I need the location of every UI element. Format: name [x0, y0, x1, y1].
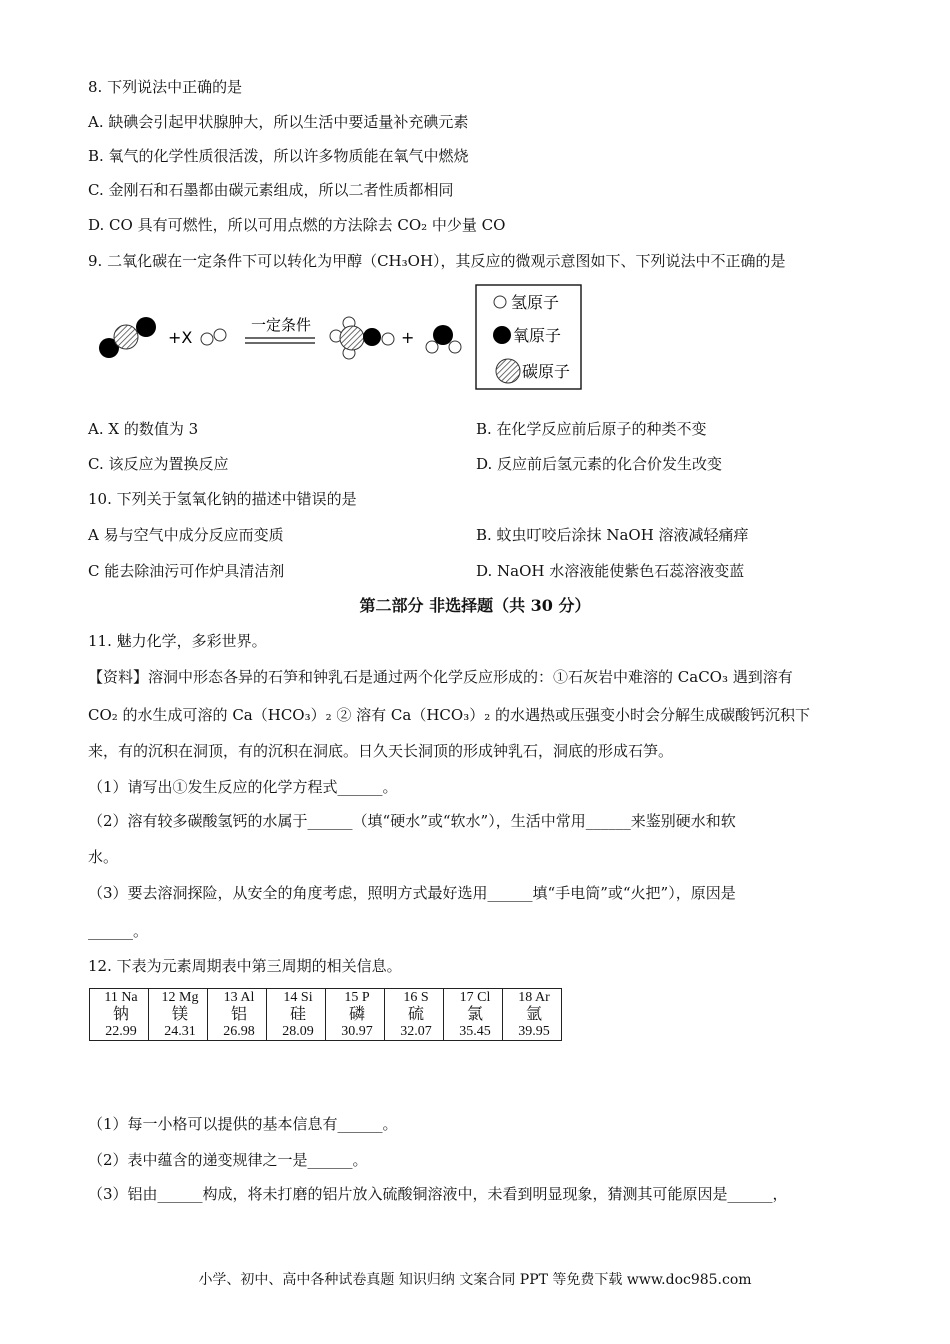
q8-stem: 8. 下列说法中正确的是	[88, 78, 243, 96]
legend-oxygen: 氧原子	[513, 326, 562, 345]
q11-part1: （1）请写出①发生反应的化学方程式______。	[88, 778, 398, 796]
q9-option-c: C. 该反应为置换反应	[88, 455, 229, 473]
q12-part1: （1）每一小格可以提供的基本信息有______。	[88, 1115, 398, 1133]
h2o-molecule	[426, 325, 461, 353]
q9-option-a: A. X 的数值为 3	[88, 420, 199, 438]
q12-part2: （2）表中蕴含的递变规律之一是______。	[88, 1151, 368, 1169]
carbon-atom-icon	[496, 359, 520, 383]
q11-part2-line1: （2）溶有较多碳酸氢钙的水属于______（填“硬水”或“软水”），生活中常用______来鉴别硬水和软	[88, 812, 736, 830]
q10-option-d: D. NaOH 水溶液能使紫色石蕊溶液变蓝	[476, 562, 745, 580]
oxygen-atom-icon	[493, 326, 511, 344]
periodic-table-row	[89, 988, 562, 1041]
q10-option-b: B. 蚊虫叮咬后涂抹 NaOH 溶液减轻痛痒	[476, 526, 749, 544]
q8-option-b: B. 氧气的化学性质很活泼，所以许多物质能在氧气中燃烧	[88, 147, 469, 165]
q11-stem: 11. 魅力化学，多彩世界。	[88, 632, 267, 650]
reaction-condition: 一定条件	[251, 316, 312, 334]
q11-info-line3: 来，有的沉积在洞顶，有的沉积在洞底。日久天长洞顶的形成钟乳石，洞底的形成石笋。	[88, 742, 674, 760]
plus-x-term: +X	[168, 328, 193, 347]
q8-option-d: D. CO 具有可燃性，所以可用点燃的方法除去 CO₂ 中少量 CO	[88, 216, 506, 234]
page-footer: 小学、初中、高中各种试卷真题 知识归纳 文案合同 PPT 等免费下载 www.doc985.com	[198, 1272, 752, 1288]
q8-option-a: A. 缺碘会引起甲状腺肿大，所以生活中要适量补充碘元素	[88, 113, 469, 131]
element-cell: 11 Na 钠 22.99	[90, 989, 149, 1041]
h2-molecule	[201, 329, 226, 345]
element-cell: 13 Al 铝 26.98	[208, 989, 267, 1041]
legend-carbon: 碳原子	[522, 362, 571, 381]
section-heading: 第二部分 非选择题（共 30 分）	[359, 596, 591, 615]
q11-part3-line2: ______。	[88, 922, 149, 940]
element-cell: 17 Cl 氯 35.45	[444, 989, 503, 1041]
co2-molecule	[99, 317, 156, 358]
q9-option-b: B. 在化学反应前后原子的种类不变	[476, 420, 707, 438]
ch3oh-molecule	[330, 317, 394, 359]
q11-part2-line2: 水。	[88, 848, 119, 866]
q11-info-line2: CO₂ 的水生成可溶的 Ca（HCO₃）₂ ② 溶有 Ca（HCO₃）₂ 的水遇热或压强变小时会分解生成碳酸钙沉积下	[88, 706, 811, 724]
reaction-diagram	[90, 283, 590, 393]
element-cell: 12 Mg 镁 24.31	[149, 989, 208, 1041]
hydrogen-atom-icon	[494, 296, 506, 308]
q8-option-c: C. 金刚石和石墨都由碳元素组成，所以二者性质都相同	[88, 181, 454, 199]
atom-legend	[476, 285, 581, 389]
legend-hydrogen: 氢原子	[511, 293, 560, 312]
q10-option-a: A 易与空气中成分反应而变质	[88, 526, 284, 544]
element-cell: 14 Si 硅 28.09	[267, 989, 326, 1041]
q9-option-d: D. 反应前后氢元素的化合价发生改变	[476, 455, 723, 473]
q11-info-line1: 【资料】溶洞中形态各异的石笋和钟乳石是通过两个化学反应形成的：①石灰岩中难溶的 CaCO₃ 遇到溶有	[88, 668, 793, 686]
q9-stem: 9. 二氧化碳在一定条件下可以转化为甲醇（CH₃OH），其反应的微观示意图如下、下列说法中不正确的是	[88, 252, 786, 270]
q10-stem: 10. 下列关于氢氧化钠的描述中错误的是	[88, 490, 357, 508]
q11-part3-line1: （3）要去溶洞探险，从安全的角度考虑，照明方式最好选用______填“手电筒”或“火把”），原因是	[88, 884, 736, 902]
element-cell: 18 Ar 氩 39.95	[503, 989, 562, 1041]
q12-part3: （3）铝由______构成，将未打磨的铝片放入硫酸铜溶液中，未看到明显现象，猜测其可能原因是______，	[88, 1185, 788, 1203]
element-cell: 15 P 磷 30.97	[326, 989, 385, 1041]
q12-stem: 12. 下表为元素周期表中第三周期的相关信息。	[88, 957, 402, 975]
element-cell: 16 S 硫 32.07	[385, 989, 444, 1041]
plus-sign: +	[401, 328, 415, 347]
q10-option-c: C 能去除油污可作炉具清洁剂	[88, 562, 285, 580]
